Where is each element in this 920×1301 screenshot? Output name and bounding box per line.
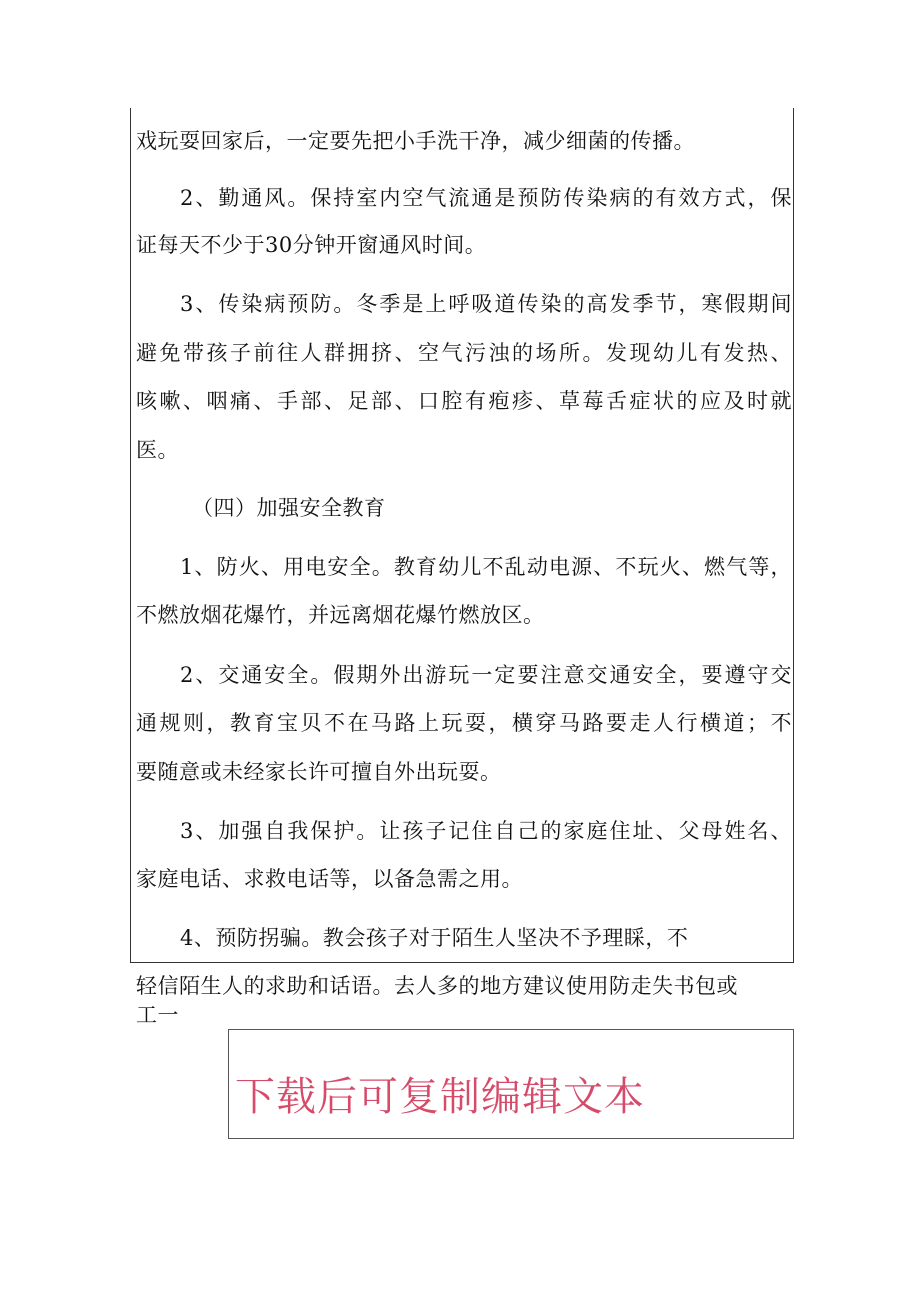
paragraph-line: 2、勤通风。保持室内空气流通是预防传染病的有效方式，保 <box>180 186 792 210</box>
paragraph-line: 戏玩耍回家后，一定要先把小手洗干净，减少细菌的传播。 <box>136 129 695 153</box>
section-heading: （四）加强安全教育 <box>192 496 386 520</box>
paragraph-line: 1、防火、用电安全。教育幼儿不乱动电源、不玩火、燃气等， <box>180 555 792 579</box>
paragraph-line: 医。 <box>136 438 179 462</box>
overflow-line: 轻信陌生人的求助和话语。去人多的地方建议使用防走失书包或 <box>136 974 738 998</box>
paragraph-line: 避免带孩子前往人群拥挤、空气污浊的场所。发现幼儿有发热、 <box>136 341 792 365</box>
paragraph-line: 要随意或未经家长许可擅自外出玩耍。 <box>136 760 502 784</box>
paragraph-line: 通规则，教育宝贝不在马路上玩耍，横穿马路要走人行横道；不 <box>136 711 792 735</box>
paragraph-line: 咳嗽、咽痛、手部、足部、口腔有疱疹、草莓舌症状的应及时就 <box>136 389 792 413</box>
paragraph-line: 家庭电话、求救电话等，以备急需之用。 <box>136 867 523 891</box>
paragraph-line: 4、预防拐骗。教会孩子对于陌生人坚决不予理睬，不 <box>180 926 689 950</box>
paragraph-line: 3、传染病预防。冬季是上呼吸道传染的高发季节，寒假期间 <box>180 292 792 316</box>
paragraph-line: 2、交通安全。假期外出游玩一定要注意交通安全，要遵守交 <box>180 663 792 687</box>
watermark-text: 下载后可复制编辑文本 <box>235 1074 645 1120</box>
paragraph-line: 不燃放烟花爆竹，并远离烟花爆竹燃放区。 <box>136 603 545 627</box>
paragraph-line: 证每天不少于30分钟开窗通风时间。 <box>136 233 487 257</box>
overflow-line: 工一 <box>136 1003 179 1027</box>
watermark-box <box>228 1029 794 1139</box>
paragraph-line: 3、加强自我保护。让孩子记住自己的家庭住址、父母姓名、 <box>180 819 792 843</box>
